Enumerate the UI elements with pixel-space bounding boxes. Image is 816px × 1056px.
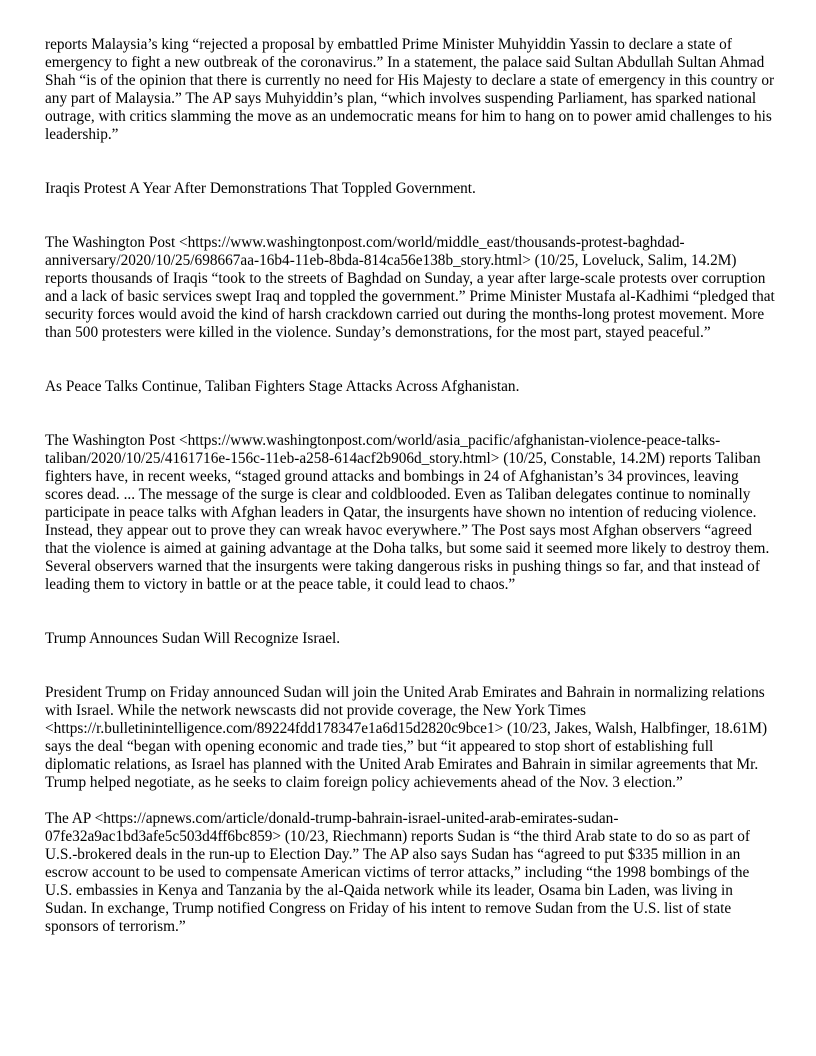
document-page xyxy=(45,36,779,936)
paragraph-sudan-nyt: President Trump on Friday announced Sudan will join the United Arab Emirates and Bahrain in normalizing relations with Israel. While the network newscasts did not provide coverage, the New York Times <https://r.bulletinintelligence.com/89224fdd178347e1a6d15d2820c9bce1> (10/23, Jakes, Walsh, Halbfinger, 18.61M) says the deal “began with opening economic and trade ties,” but “it appeared to stop short of establishing full diplomatic relations, as Israel has planned with the United Arab Emirates and Bahrain in similar agreements that Mr. Trump helped negotiate, as he seeks to claim foreign policy achievements ahead of the Nov. 3 election.” xyxy=(45,684,771,791)
headline-sudan-israel: Trump Announces Sudan Will Recognize Israel. xyxy=(45,630,341,647)
headline-taliban-attacks: As Peace Talks Continue, Taliban Fighters Stage Attacks Across Afghanistan. xyxy=(45,378,520,395)
paragraph-taliban-attacks: The Washington Post <https://www.washingtonpost.com/world/asia_pacific/afghanistan-violence-peace-talks-taliban/2020/10/25/4161716e-156c-11eb-a258-614acf2b906d_story.html> (10/25, Constable, 14.2M) reports Taliban fighters have, in recent weeks, “staged ground attacks and bombings in 24 of Afghanistan’s 34 provinces, leaving scores dead. ... The message of the surge is clear and coldblooded. Even as Taliban delegates continue to nominally participate in peace talks with Afghan leaders in Qatar, the insurgents have shown no intention of reducing violence. Instead, they appear out to prove they can wreak havoc everywhere.” The Post says most Afghan observers “agreed that the violence is aimed at gaining advantage at the Doha talks, but some said it seemed more likely to destroy them. Several observers warned that the insurgents were taking dangerous risks in pushing things so far, and that instead of leading them to victory in battle or at the peace table, it could lead to chaos.” xyxy=(45,432,774,593)
paragraph-malaysia-emergency: reports Malaysia’s king “rejected a proposal by embattled Prime Minister Muhyiddin Yassin to declare a state of emergency to fight a new outbreak of the coronavirus.” In a statement, the palace said Sultan Abdullah Sultan Ahmad Shah “is of the opinion that there is currently no need for His Majesty to declare a state of emergency in this country or any part of Malaysia.” The AP says Muhyiddin’s plan, “which involves suspending Parliament, has sparked national outrage, with critics slamming the move as an undemocratic means for him to hang on to power amid challenges to his leadership.” xyxy=(45,36,778,143)
paragraph-sudan-ap: The AP <https://apnews.com/article/donald-trump-bahrain-israel-united-arab-emirates-sudan-07fe32a9ac1bd3afe5c503d4ff6bc859> (10/23, Riechmann) reports Sudan is “the third Arab state to do so as part of U.S.-brokered deals in the run-up to Election Day.” The AP also says Sudan has “agreed to put $335 million in an escrow account to be used to compensate American victims of terror attacks,” including “the 1998 bombings of the U.S. embassies in Kenya and Tanzania by the al-Qaida network while its leader, Osama bin Laden, was living in Sudan. In exchange, Trump notified Congress on Friday of his intent to remove Sudan from the U.S. list of state sponsors of terrorism.” xyxy=(45,810,754,935)
paragraph-iraq-protest: The Washington Post <https://www.washingtonpost.com/world/middle_east/thousands-protest-baghdad-anniversary/2020/10/25/698667aa-16b4-11eb-8bda-814ca56e138b_story.html> (10/25, Loveluck, Salim, 14.2M) reports thousands of Iraqis “took to the streets of Baghdad on Sunday, a year after large-scale protests over corruption and a lack of basic services swept Iraq and toppled the government.” Prime Minister Mustafa al-Kadhimi “pledged that security forces would avoid the kind of harsh crackdown carried out during the months-long protest movement. More than 500 protesters were killed in the violence. Sunday’s demonstrations, for the most part, stayed peaceful.” xyxy=(45,234,779,341)
headline-iraq-protest: Iraqis Protest A Year After Demonstrations That Toppled Government. xyxy=(45,180,476,197)
